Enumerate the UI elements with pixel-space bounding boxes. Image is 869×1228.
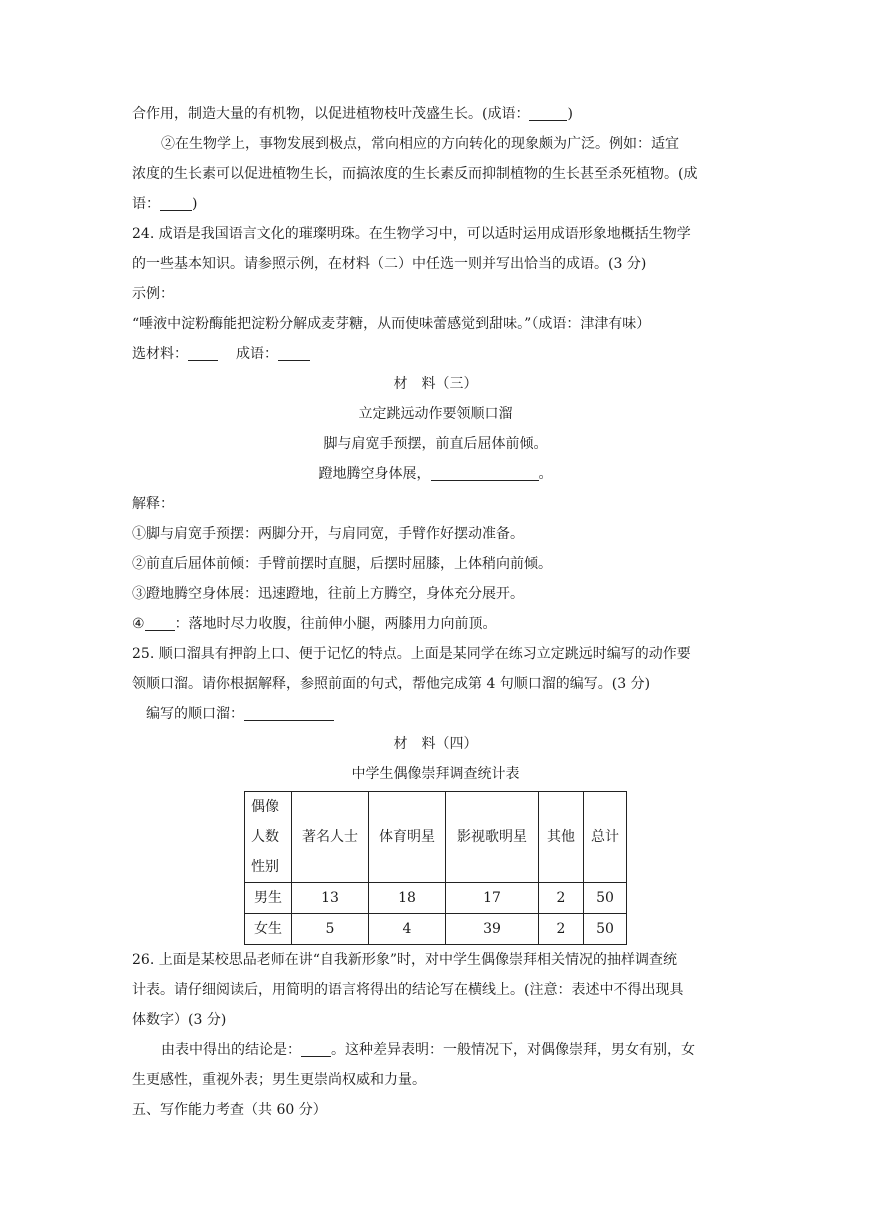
- table-cell: 39: [446, 914, 539, 945]
- text: ④: [132, 616, 145, 632]
- column-header: 体育明星: [369, 792, 446, 883]
- idiom-label: 成语：: [236, 346, 278, 362]
- table-header-row: [245, 792, 627, 883]
- text-line: 生更感性，重视外表；男生更崇尚权威和力量。: [132, 1072, 426, 1088]
- text: 。这种差异表明：一般情况下，对偶像崇拜，男女有别，女: [331, 1042, 695, 1058]
- corner-label: 偶像: [251, 799, 279, 815]
- question-24: 24. 成语是我国语言文化的璀璨明珠。在生物学习中，可以适时运用成语形象地概括生物学: [132, 226, 691, 242]
- idiom-blank[interactable]: [278, 342, 310, 361]
- text: 合作用，制造大量的有机物，以促进植物枝叶茂盛生长。(成语：: [132, 106, 530, 122]
- text-line: [132, 1035, 739, 1065]
- text-line: 体数字）(3 分): [132, 1012, 227, 1028]
- verse-line: 脚与肩宽手预摆，前直后屈体前倾。: [323, 436, 548, 452]
- explain-item: [132, 609, 739, 639]
- verse-blank[interactable]: [431, 462, 539, 481]
- table-cell: 18: [369, 883, 446, 914]
- text: 蹬地腾空身体展，: [318, 466, 431, 482]
- table-title: 中学生偶像崇拜调查统计表: [351, 766, 520, 782]
- row-label: 女生: [245, 914, 292, 945]
- explain-item: ①脚与肩宽手预摆：两脚分开，与肩同宽，手臂作好摆动准备。: [132, 526, 524, 542]
- text-line: 计表。请仔细阅读后，用简明的语言将得出的结论写在横线上。(注意：表述中不得出现具: [132, 982, 684, 998]
- column-header: 著名人士: [292, 792, 369, 883]
- column-header: 总计: [584, 792, 627, 883]
- question-26: 26. 上面是某校思品老师在讲“自我新形象”时，对中学生偶像崇拜相关情况的抽样调查统: [132, 952, 678, 968]
- text-line: 浓度的生长素可以促进植物生长，而搞浓度的生长素反而抑制植物的生长甚至杀死植物。(成: [132, 166, 698, 182]
- table-cell: 2: [539, 914, 584, 945]
- answer-blank[interactable]: [160, 192, 192, 211]
- table-cell: 13: [292, 883, 369, 914]
- corner-label: 性别: [251, 859, 279, 875]
- answer-label: 编写的顺口溜：: [146, 706, 244, 722]
- text: ): [567, 106, 573, 122]
- text-line: [132, 99, 739, 129]
- material-3-title: 立定跳远动作要领顺口溜: [358, 406, 513, 422]
- text: ): [192, 196, 198, 212]
- verse-line: [132, 459, 739, 489]
- conclusion-blank[interactable]: [301, 1038, 331, 1057]
- column-header: 其他: [539, 792, 584, 883]
- material-blank[interactable]: [188, 342, 218, 361]
- table-cell: 4: [369, 914, 446, 945]
- explain-blank[interactable]: [145, 612, 175, 631]
- table-row: [245, 914, 627, 945]
- answer-blank[interactable]: [529, 102, 567, 121]
- corner-label: 人数: [251, 829, 279, 845]
- survey-table: [244, 791, 627, 945]
- table-cell: 2: [539, 883, 584, 914]
- table-cell: 50: [584, 914, 627, 945]
- text-line: 的一些基本知识。请参照示例，在材料（二）中任选一则并写出恰当的成语。(3 分): [132, 256, 647, 272]
- table-corner-cell: [245, 792, 292, 883]
- text: 。: [538, 466, 553, 482]
- text-line: [132, 189, 739, 219]
- choose-material-label: 选材料：: [132, 346, 188, 362]
- text-line: [132, 339, 739, 369]
- conclusion-label: 由表中得出的结论是：: [161, 1042, 301, 1058]
- material-3-heading: 材 料（三）: [393, 376, 478, 392]
- question-25: 25. 顺口溜具有押韵上口、便于记忆的特点。上面是某同学在练习立定跳远时编写的动作要: [132, 646, 691, 662]
- explain-label: 解释：: [132, 496, 174, 512]
- explain-item: ②前直后屈体前倾：手臂前摆时直腿，后摆时屈膝，上体稍向前倾。: [132, 556, 552, 572]
- example-text: “唾液中淀粉酶能把淀粉分解成麦芽糖，从而使味蕾感觉到甜味。”（成语：津津有味）: [132, 316, 651, 332]
- column-header: 影视歌明星: [446, 792, 539, 883]
- section-5-heading: 五、写作能力考查（共 60 分）: [132, 1102, 327, 1118]
- row-label: 男生: [245, 883, 292, 914]
- explain-item: ③蹬地腾空身体展：迅速蹬地，往前上方腾空，身体充分展开。: [132, 586, 524, 602]
- table-cell: 5: [292, 914, 369, 945]
- text: ：落地时尽力收腹，往前伸小腿，两膝用力向前顶。: [174, 616, 497, 632]
- text-line: [132, 699, 739, 729]
- table-row: [245, 883, 627, 914]
- example-label: 示例：: [132, 286, 174, 302]
- text-line: 领顺口溜。请你根据解释，参照前面的句式，帮他完成第 4 句顺口溜的编写。(3 分): [132, 676, 651, 692]
- table-cell: 17: [446, 883, 539, 914]
- text: 语：: [132, 196, 160, 212]
- material-4-heading: 材 料（四）: [393, 736, 478, 752]
- answer-blank[interactable]: [244, 702, 334, 721]
- text-line: ②在生物学上，事物发展到极点，常向相应的方向转化的现象颇为广泛。例如：适宜: [161, 136, 679, 152]
- table-cell: 50: [584, 883, 627, 914]
